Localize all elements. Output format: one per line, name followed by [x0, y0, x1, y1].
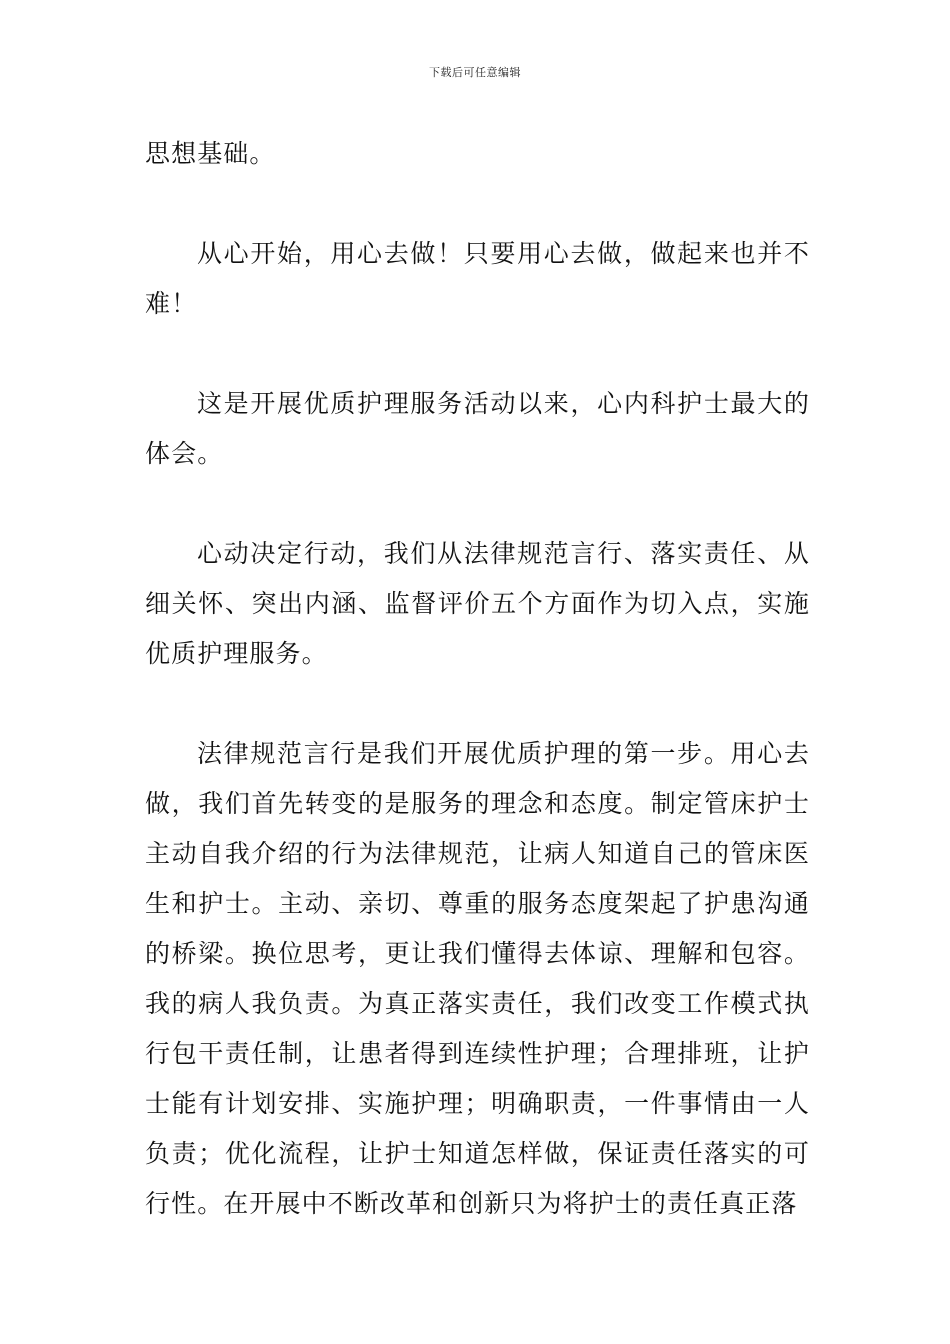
- page-header-note: 下载后可任意编辑: [429, 66, 521, 79]
- paragraph: 法律规范言行是我们开展优质护理的第一步。用心去做，我们首先转变的是服务的理念和态度。制定管床护士主动自我介绍的行为法律规范，让病人知道自己的管床医生和护士。主动、亲切、尊重的服务态度架起了护患沟通的桥梁。换位思考，更让我们懂得去体谅、理解和包容。我的病人我负责。为真正落实责任，我们改变工作模式执行包干责任制，让患者得到连续性护理；合理排班，让护士能有计划安排、实施护理；明确职责，一件事情由一人负责；优化流程，让护士知道怎样做，保证责任落实的可行性。在开展中不断改革和创新只为将护士的责任真正落: [145, 739, 810, 1218]
- paragraph: 这是开展优质护理服务活动以来，心内科护士最大的体会。: [145, 389, 810, 468]
- paragraph: 从心开始，用心去做！只要用心去做，做起来也并不难！: [145, 239, 810, 318]
- paragraph-continuation: 思想基础。: [145, 139, 276, 168]
- paragraph: 心动决定行动，我们从法律规范言行、落实责任、从细关怀、突出内涵、监督评价五个方面作为切入点，实施优质护理服务。: [145, 539, 810, 668]
- document-body: [145, 129, 810, 1279]
